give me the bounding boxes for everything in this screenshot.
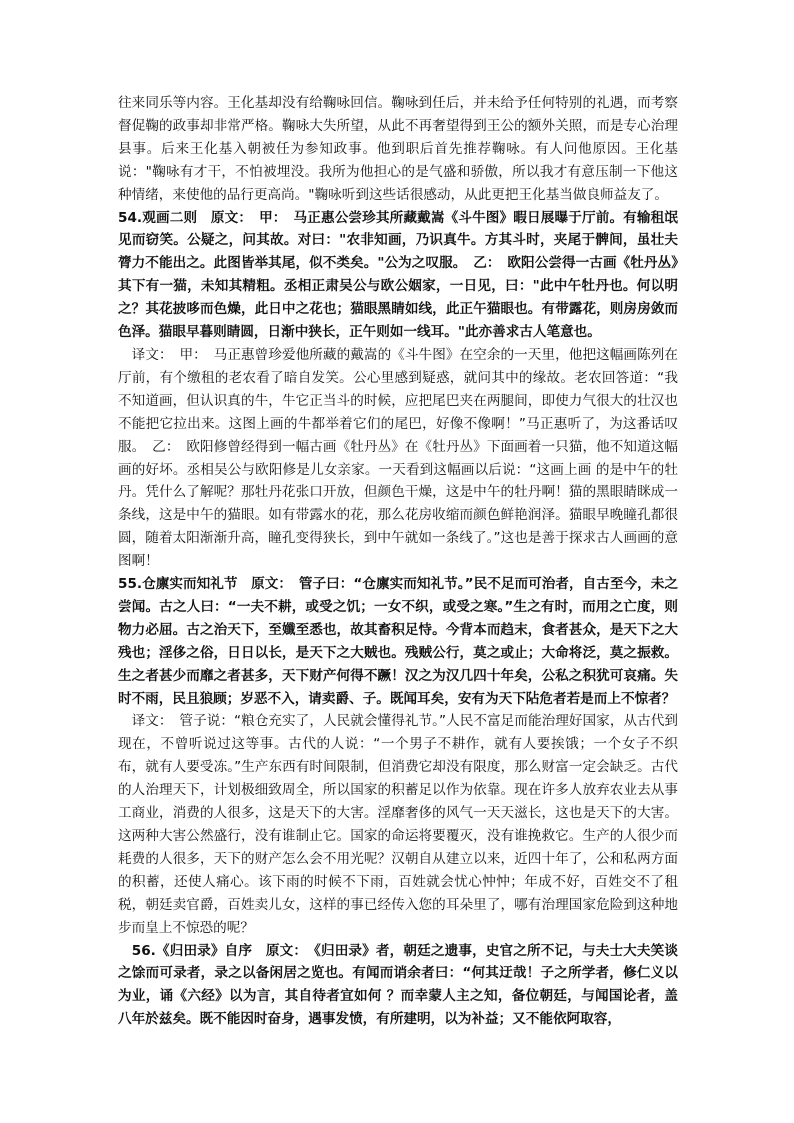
paragraph-55-translation: 译文： 管子说：“粮仓充实了，人民就会懂得礼节。”人民不富足而能治理好国家，从古代到现在，不曾听说过这等事。古代的人说：“一个男子不耕作，就有人要挨饿；一个女子不织布，就有人要受冻。”生产东西有时间限制，但消费它却没有限度，那么财富一定会缺乏。古代的人治理天下，计划极细致周全，所以国家的积蓄足以作为依靠。现在许多人放弃农业去从事工商业，消费的人很多，这是天下的大害。淫靡奢侈的风气一天天滋长，这也是天下的大害。这两种大害公然盛行，没有谁制止它。国家的命运将要覆灭，没有谁挽救它。生产的人很少而耗费的人很多，天下的财产怎么会不用光呢？汉朝自从建立以来，近四十年了，公和私两方面的积蓄，还使人痛心。该下雨的时候不下雨，百姓就会忧心忡忡；年成不好，百姓交不了租税，朝廷卖官爵，百姓卖儿女，这样的事已经传入您的耳朵里了，哪有治理国家危险到这种地步而皇上不惊恐的呢？ <box>118 713 678 936</box>
paragraph-translation-53-end: 往来同乐等内容。王化基却没有给鞠咏回信。鞠咏到任后，并未给予任何特别的礼遇，而考察督促鞠的政事却非常严格。鞠咏大失所望，从此不再奢望得到王公的额外关照，而是专心治理县事。后来王化基入朝被任为参知政事。他到职后首先推荐鞠咏。有人问他原因。王化基说："鞠咏有才干，不怕被埋没。我所为他担心的是气盛和骄傲，所以我才有意压制一下他这种情绪，来使他的品行更高尚。"鞠咏听到这些话很感动，从此更把王化基当做良师益友了。 <box>118 95 678 203</box>
paragraph-56-original: 56.《归田录》自序 原文： 《归田录》者，朝廷之遗事，史官之所不记，与夫士大夫笑谈之馀而可录者，录之以备闲居之览也。有闻而诮余者曰：“何其迂哉！子之所学者，修仁义以为业，诵《六经》以为言，其自待者宜如何 ？而幸蒙人主之知，备位朝廷，与闻国论者，盖八年於兹矣。既不能因时奋身，遇事发愤，有所建明，以为补益；又不能依阿取容， <box>118 942 678 1028</box>
paragraph-54-original: 54.观画二则 原文： 甲： 马正惠公尝珍其所藏戴嵩《斗牛图》暇日展曝于厅前。有输租氓见而窃笑。公疑之，问其故。对曰："农非知画，乃识真牛。方其斗时，夹尾于髀间，虽壮夫膂力不能出之。此图皆举其尾，似不类矣。"公为之叹服。 乙： 欧阳公尝得一古画《牡丹丛》其下有一猫，未知其精粗。丞相正肃吴公与欧公姻家，一日见，曰："此中午牡丹也。何以明之？其花披哆而色燥，此日中之花也；猫眼黑睛如线，此正午猫眼也。有带露花，则房房敛而色泽。猫眼早暮则睛圆，日渐中狭长，正午则如一线耳。"此亦善求古人笔意也。 <box>118 209 678 341</box>
paragraph-55-original: 55.仓廪实而知礼节 原文： 管子曰：“仓廪实而知礼节。”民不足而可治者，自古至今，未之尝闻。古之人曰：“一夫不耕，或受之饥；一女不织，或受之寒。”生之有时，而用之亡度，则物力必屈。古之治天下，至孅至悉也，故其畜积足恃。今背本而趋末，食者甚众，是天下之大残也；淫侈之俗，日日以长，是天下之大贼也。残贼公行，莫之或止；大命将泛，莫之振救。生之者甚少而靡之者甚多，天下财产何得不蹶！汉之为汉几四十年矣，公私之积犹可哀痛。失时不雨，民且狼顾；岁恶不入，请卖爵、子。既闻耳矣，安有为天下阽危者若是而上不惊者？ <box>118 576 678 707</box>
document-page <box>118 92 678 1031</box>
paragraph-54-translation: 译文： 甲： 马正惠曾珍爱他所藏的戴嵩的《斗牛图》在空余的一天里，他把这幅画陈列在厅前，有个缴租的老农看了暗自发笑。公心里感到疑惑，就问其中的缘故。老农回答道：“我不知道画，但认识真的牛，牛它正当斗的时候，应把尾巴夹在两腿间，即使力气很大的壮汉也不能把它拉出来。这图上画的牛都举着它们的尾巴，好像不像啊！”马正惠听了，为这番话叹服。 乙： 欧阳修曾经得到一幅古画《牡丹丛》在《牡丹丛》下面画着一只猫，他不知道这幅画的好坏。丞相吴公与欧阳修是儿女亲家。一天看到这幅画以后说：“这画上画 的是中午的牡丹。凭什么了解呢？那牡丹花张口开放，但颜色干燥，这是中午的牡丹啊！猫的黑眼睛眯成一条线，这是中午的猫眼。如有带露水的花，那么花房收缩而颜色鲜艳润泽。猫眼早晚瞳孔都很圆，随着太阳渐渐升高，瞳孔变得狭长，到中午就如一条线了。”这也是善于探求古人画画的意图啊！ <box>118 346 678 570</box>
